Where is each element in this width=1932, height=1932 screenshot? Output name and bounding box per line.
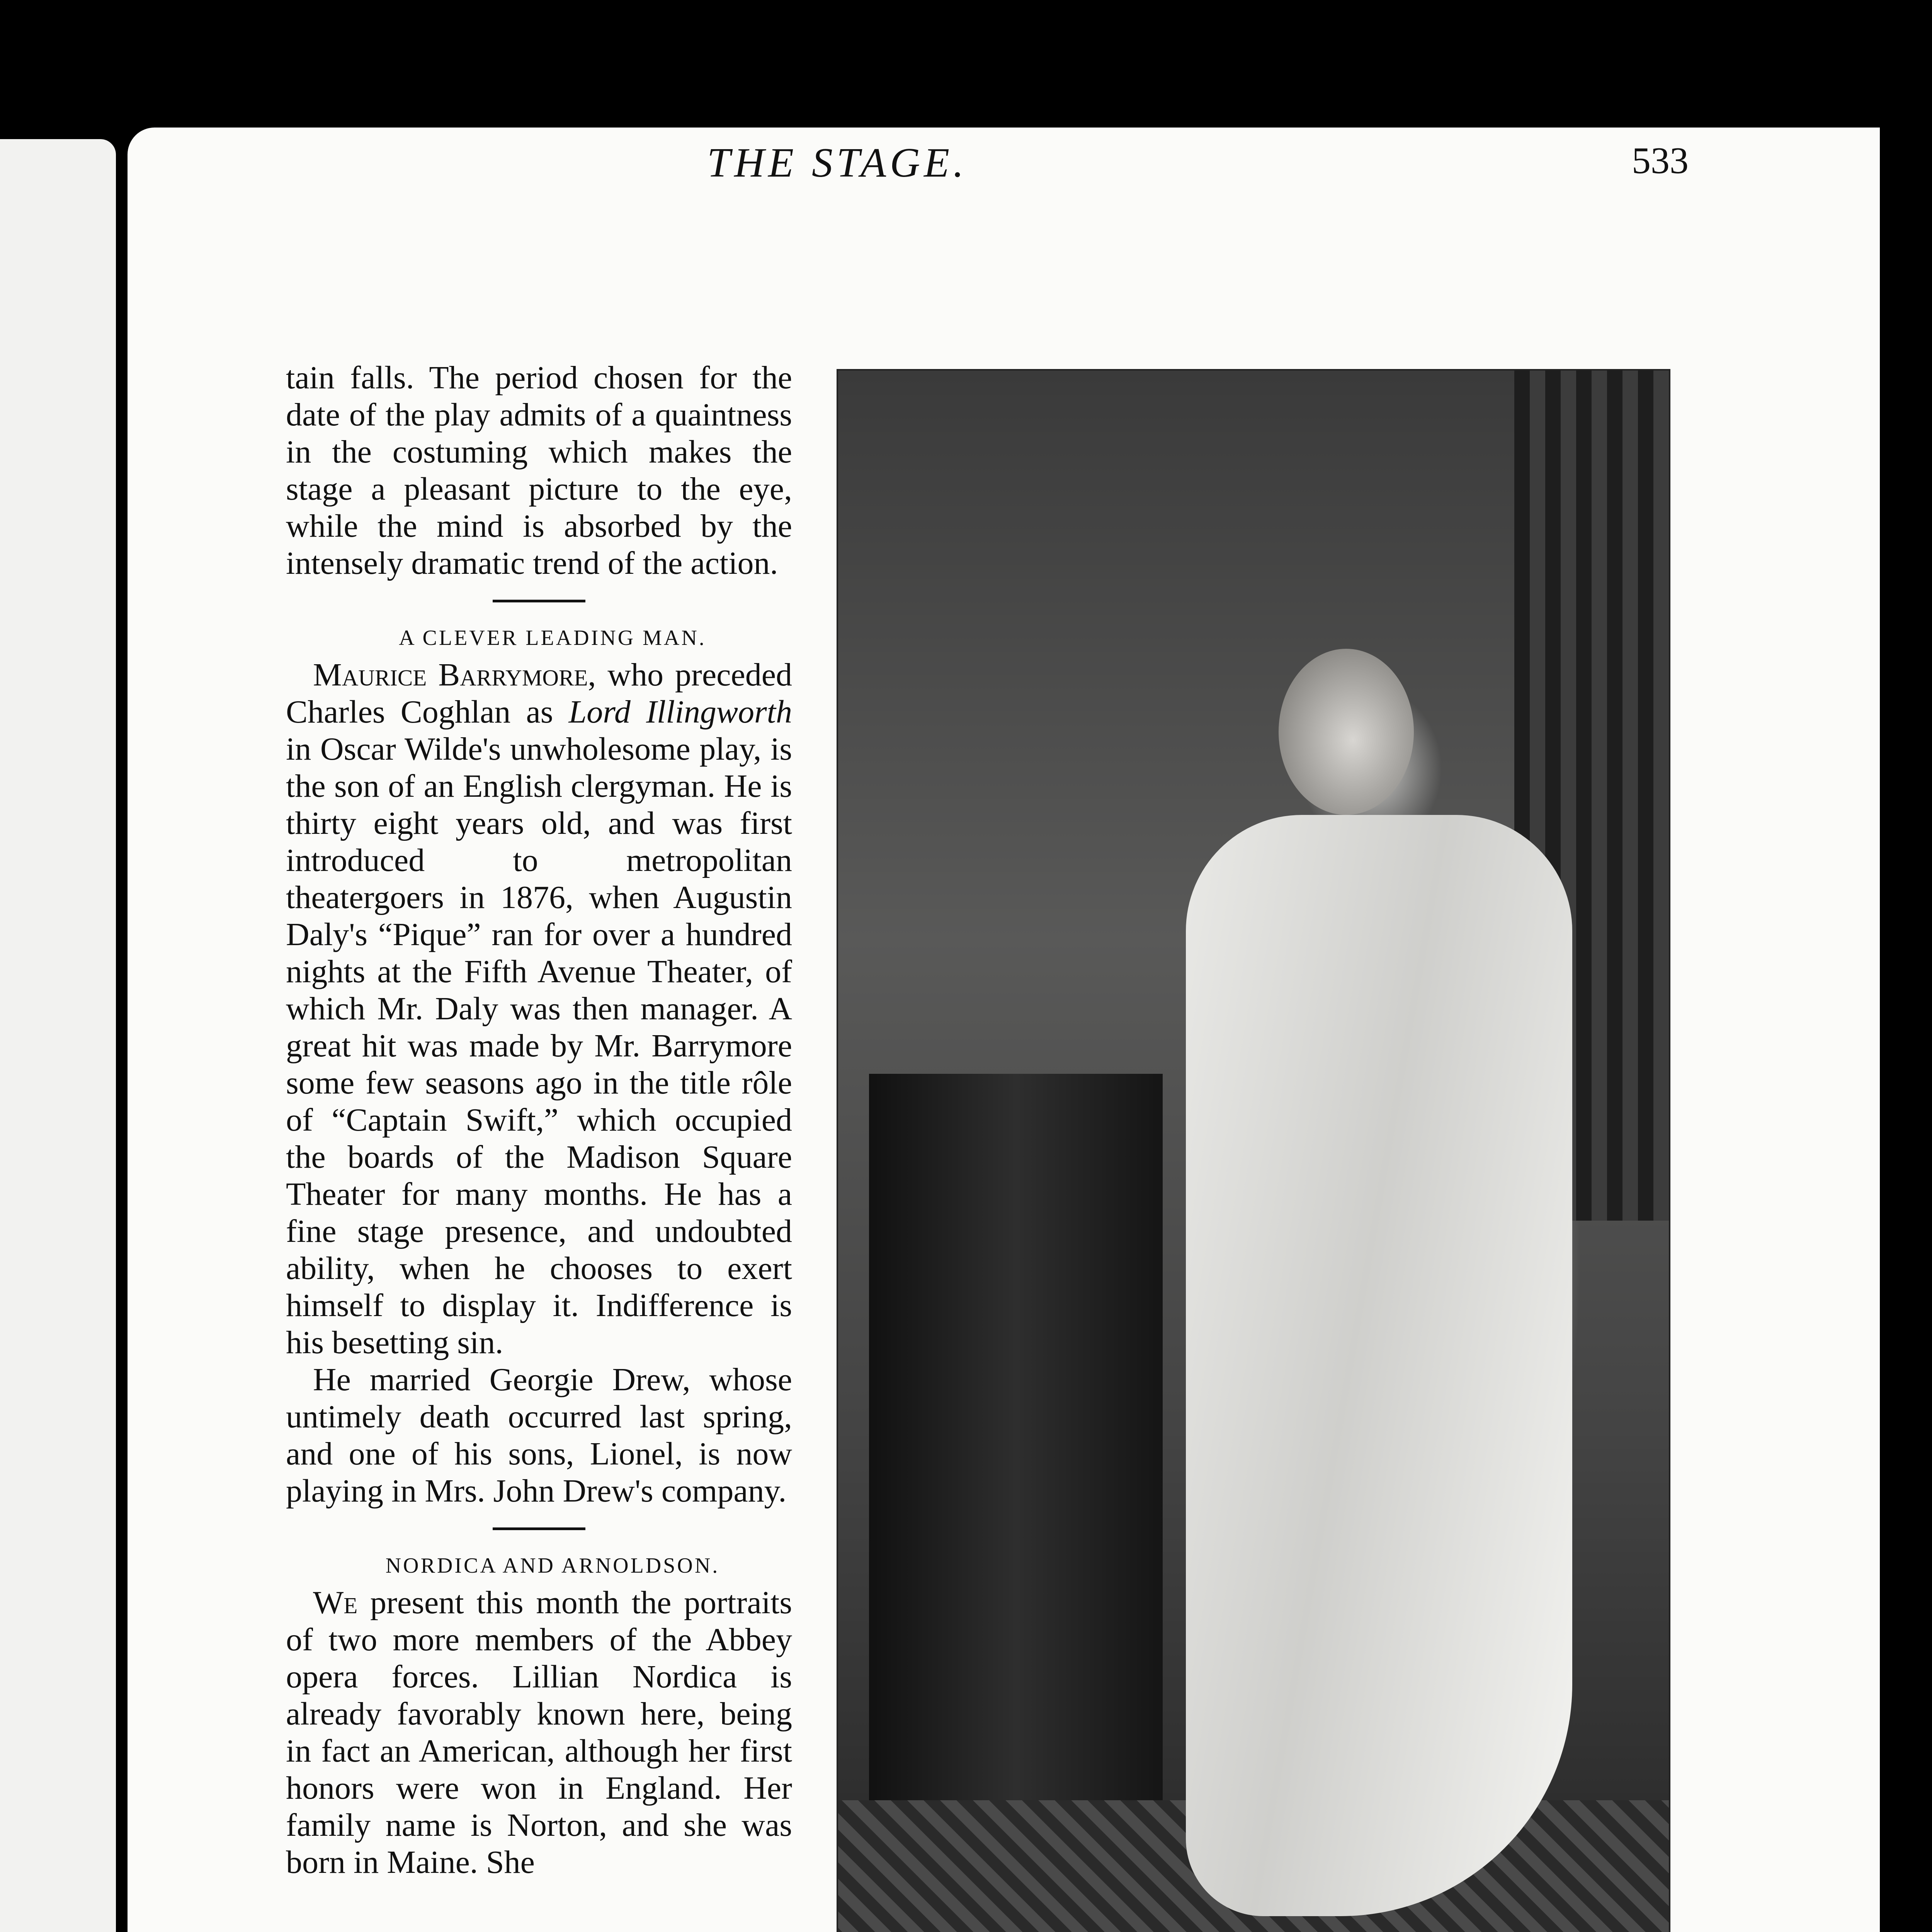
figure-white-gown xyxy=(1186,815,1572,1916)
paragraph: tain falls. The period chosen for the date of the play admits of a quaintness in the costuming which makes the stage a pleasant picture to the eye, while the mind is absorbed by the intensely dramatic trend of the action. xyxy=(286,360,792,581)
page-number: 533 xyxy=(1632,140,1689,182)
running-title: THE STAGE. xyxy=(707,140,968,186)
text-run: present this month the portraits of two more members of the Abbey opera forces. Lillian Nordica is already favorably known here, being in fact an American, although her first honors were won in England. Her family name is Norton, and she was born in Maine. She xyxy=(286,1585,792,1880)
paragraph xyxy=(286,1584,792,1881)
section-divider xyxy=(493,600,585,602)
figure-head xyxy=(1279,649,1414,815)
section-divider xyxy=(493,1527,585,1530)
paragraph: He married Georgie Drew, whose untimely death occurred last spring, and one of his sons, Lionel, is now playing in Mrs. John Drew's company. xyxy=(286,1362,792,1509)
text-run: in Oscar Wilde's unwholesome play, is the son of an English clergyman. He is thirty eight years old, and was first introduced to metropolitan theatergoers in 1876, when Augustin Daly's “Pique” ran for over a hundred nights at the Fifth Avenue Theater, of which Mr. Daly was then manager. A great hit was made by Mr. Barrymore some few seasons ago in the title rôle of “Captain Swift,” which occupied the boards of the Madison Square Theater for many months. He has a fine stage presence, and undoubted ability, when he chooses to exert himself to display it. Indifference is his besetting sin. xyxy=(286,731,792,1361)
section-heading: A CLEVER LEADING MAN. xyxy=(399,626,706,650)
portrait-photograph xyxy=(837,369,1670,1932)
paragraph xyxy=(286,656,792,1361)
lead-word: We xyxy=(313,1585,358,1621)
running-head xyxy=(707,139,1689,197)
role-name: Lord Illingworth xyxy=(568,694,792,730)
text-run: who preceded Charles Coghlan as xyxy=(286,657,792,730)
lead-name: Maurice Barrymore, xyxy=(313,657,596,693)
left-column xyxy=(286,359,792,1881)
section-heading: NORDICA AND ARNOLDSON. xyxy=(385,1554,720,1578)
pedestal xyxy=(869,1074,1163,1808)
previous-page-edge xyxy=(0,139,116,1932)
